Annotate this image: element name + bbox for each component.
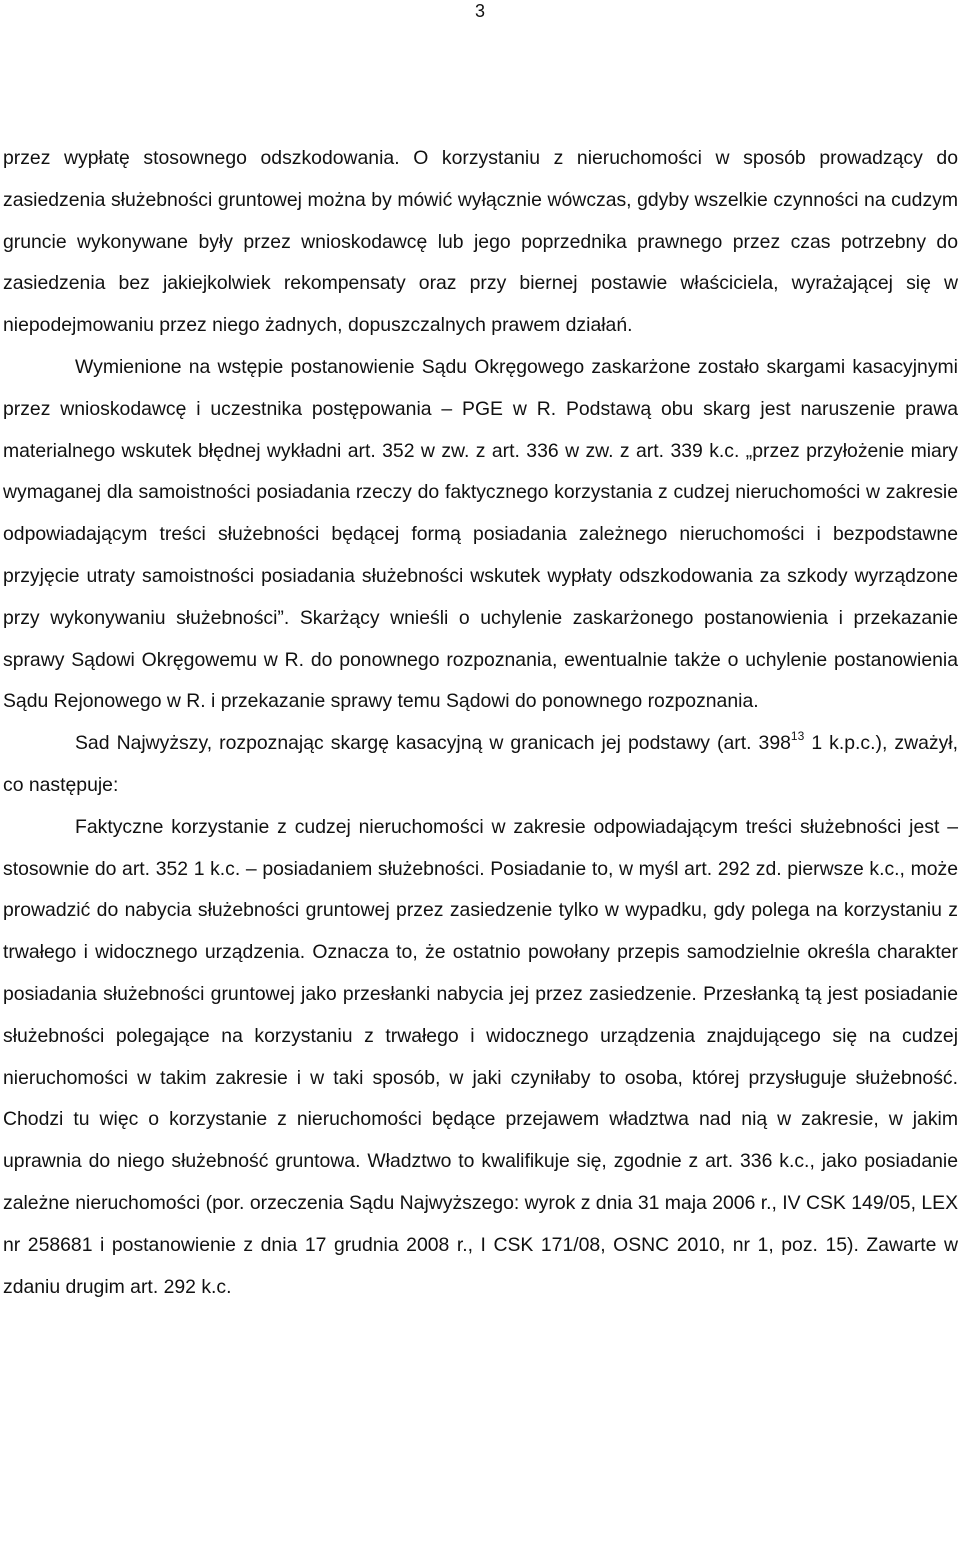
paragraph-3-text-after: 1 k.p.c.), zważył, co następuje: (3, 732, 958, 796)
paragraph-1: przez wypłatę stosownego odszkodowania. O korzystaniu z nieruchomości w sposób prowadzący do zasiedzenia służebności gruntowej można by mówić wyłącznie wówczas, gdyby wszelkie czynności na cudzym gruncie wykonywane były przez wnioskodawcę lub jego poprzednika prawnego przez czas potrzebny do zasiedzenia bez jakiejkolwiek rekompensaty oraz przy biernej postawie właściciela, wyrażającej się w niepodejmowaniu przez niego żadnych, dopuszczalnych prawem działań. (3, 147, 958, 337)
paragraph-3 (3, 723, 958, 807)
paragraph-4: Faktyczne korzystanie z cudzej nieruchomości w zakresie odpowiadającym treści służebności jest – stosownie do art. 352 1 k.c. – posiadaniem służebności. Posiadanie to, w myśl art. 292 zd. pierwsze k.c., może prowadzić do nabycia służebności gruntowej przez zasiedzenie tylko w wypadku, gdy polega na korzystaniu z trwałego i widocznego urządzenia. Oznacza to, że ostatnio powołany przepis samodzielnie określa charakter posiadania służebności gruntowej jako przesłanki nabycia jej przez zasiedzenie. Przesłanką tą jest posiadanie służebności polegające na korzystaniu z trwałego i widocznego urządzenia znajdującego się na cudzej nieruchomości w takim zakresie i w taki sposób, w jaki czyniłaby to osoba, której przysługuje służebność. Chodzi tu więc o korzystanie z nieruchomości będące przejawem władztwa nad nią w zakresie, w jakim uprawnia do niego służebność gruntowa. Władztwo to kwalifikuje się, zgodnie z art. 336 k.c., jako posiadanie zależne nieruchomości (por. orzeczenia Sądu Najwyższego: wyrok z dnia 31 maja 2006 r., IV CSK 149/05, LEX nr 258681 i postanowienie z dnia 17 grudnia 2008 r., I CSK 171/08, OSNC 2010, nr 1, poz. 15). Zawarte w zdaniu drugim art. 292 k.c. (3, 815, 958, 1298)
document-body (3, 138, 958, 1308)
paragraph-3-text-before: Sad Najwyższy, rozpoznając skargę kasacyjną w granicach jej podstawy (art. 398 (75, 732, 791, 755)
paragraph-2: Wymienione na wstępie postanowienie Sądu Okręgowego zaskarżone zostało skargami kasacyjnymi przez wnioskodawcę i uczestnika postępowania – PGE w R. Podstawą obu skarg jest naruszenie prawa materialnego wskutek błędnej wykładni art. 352 w zw. z art. 336 w zw. z art. 339 k.c. „przez przyłożenie miary wymaganej dla samoistności posiadania rzeczy do faktycznego korzystania z cudzej nieruchomości w zakresie odpowiadającym treści służebności będącej formą posiadania zależnego nieruchomości i bezpodstawne przyjęcie utraty samoistności posiadania służebności wskutek wypłaty odszkodowania za szkody wyrządzone przy wykonywaniu służebności”. Skarżący wnieśli o uchylenie zaskarżonego postanowienia i przekazanie sprawy Sądowi Okręgowemu w R. do ponownego rozpoznania, ewentualnie także o uchylenie postanowienia Sądu Rejonowego w R. i przekazanie sprawy temu Sądowi do ponownego rozpoznania. (3, 355, 958, 713)
superscript-13: 13 (790, 729, 805, 744)
page-number: 3 (474, 1, 485, 21)
